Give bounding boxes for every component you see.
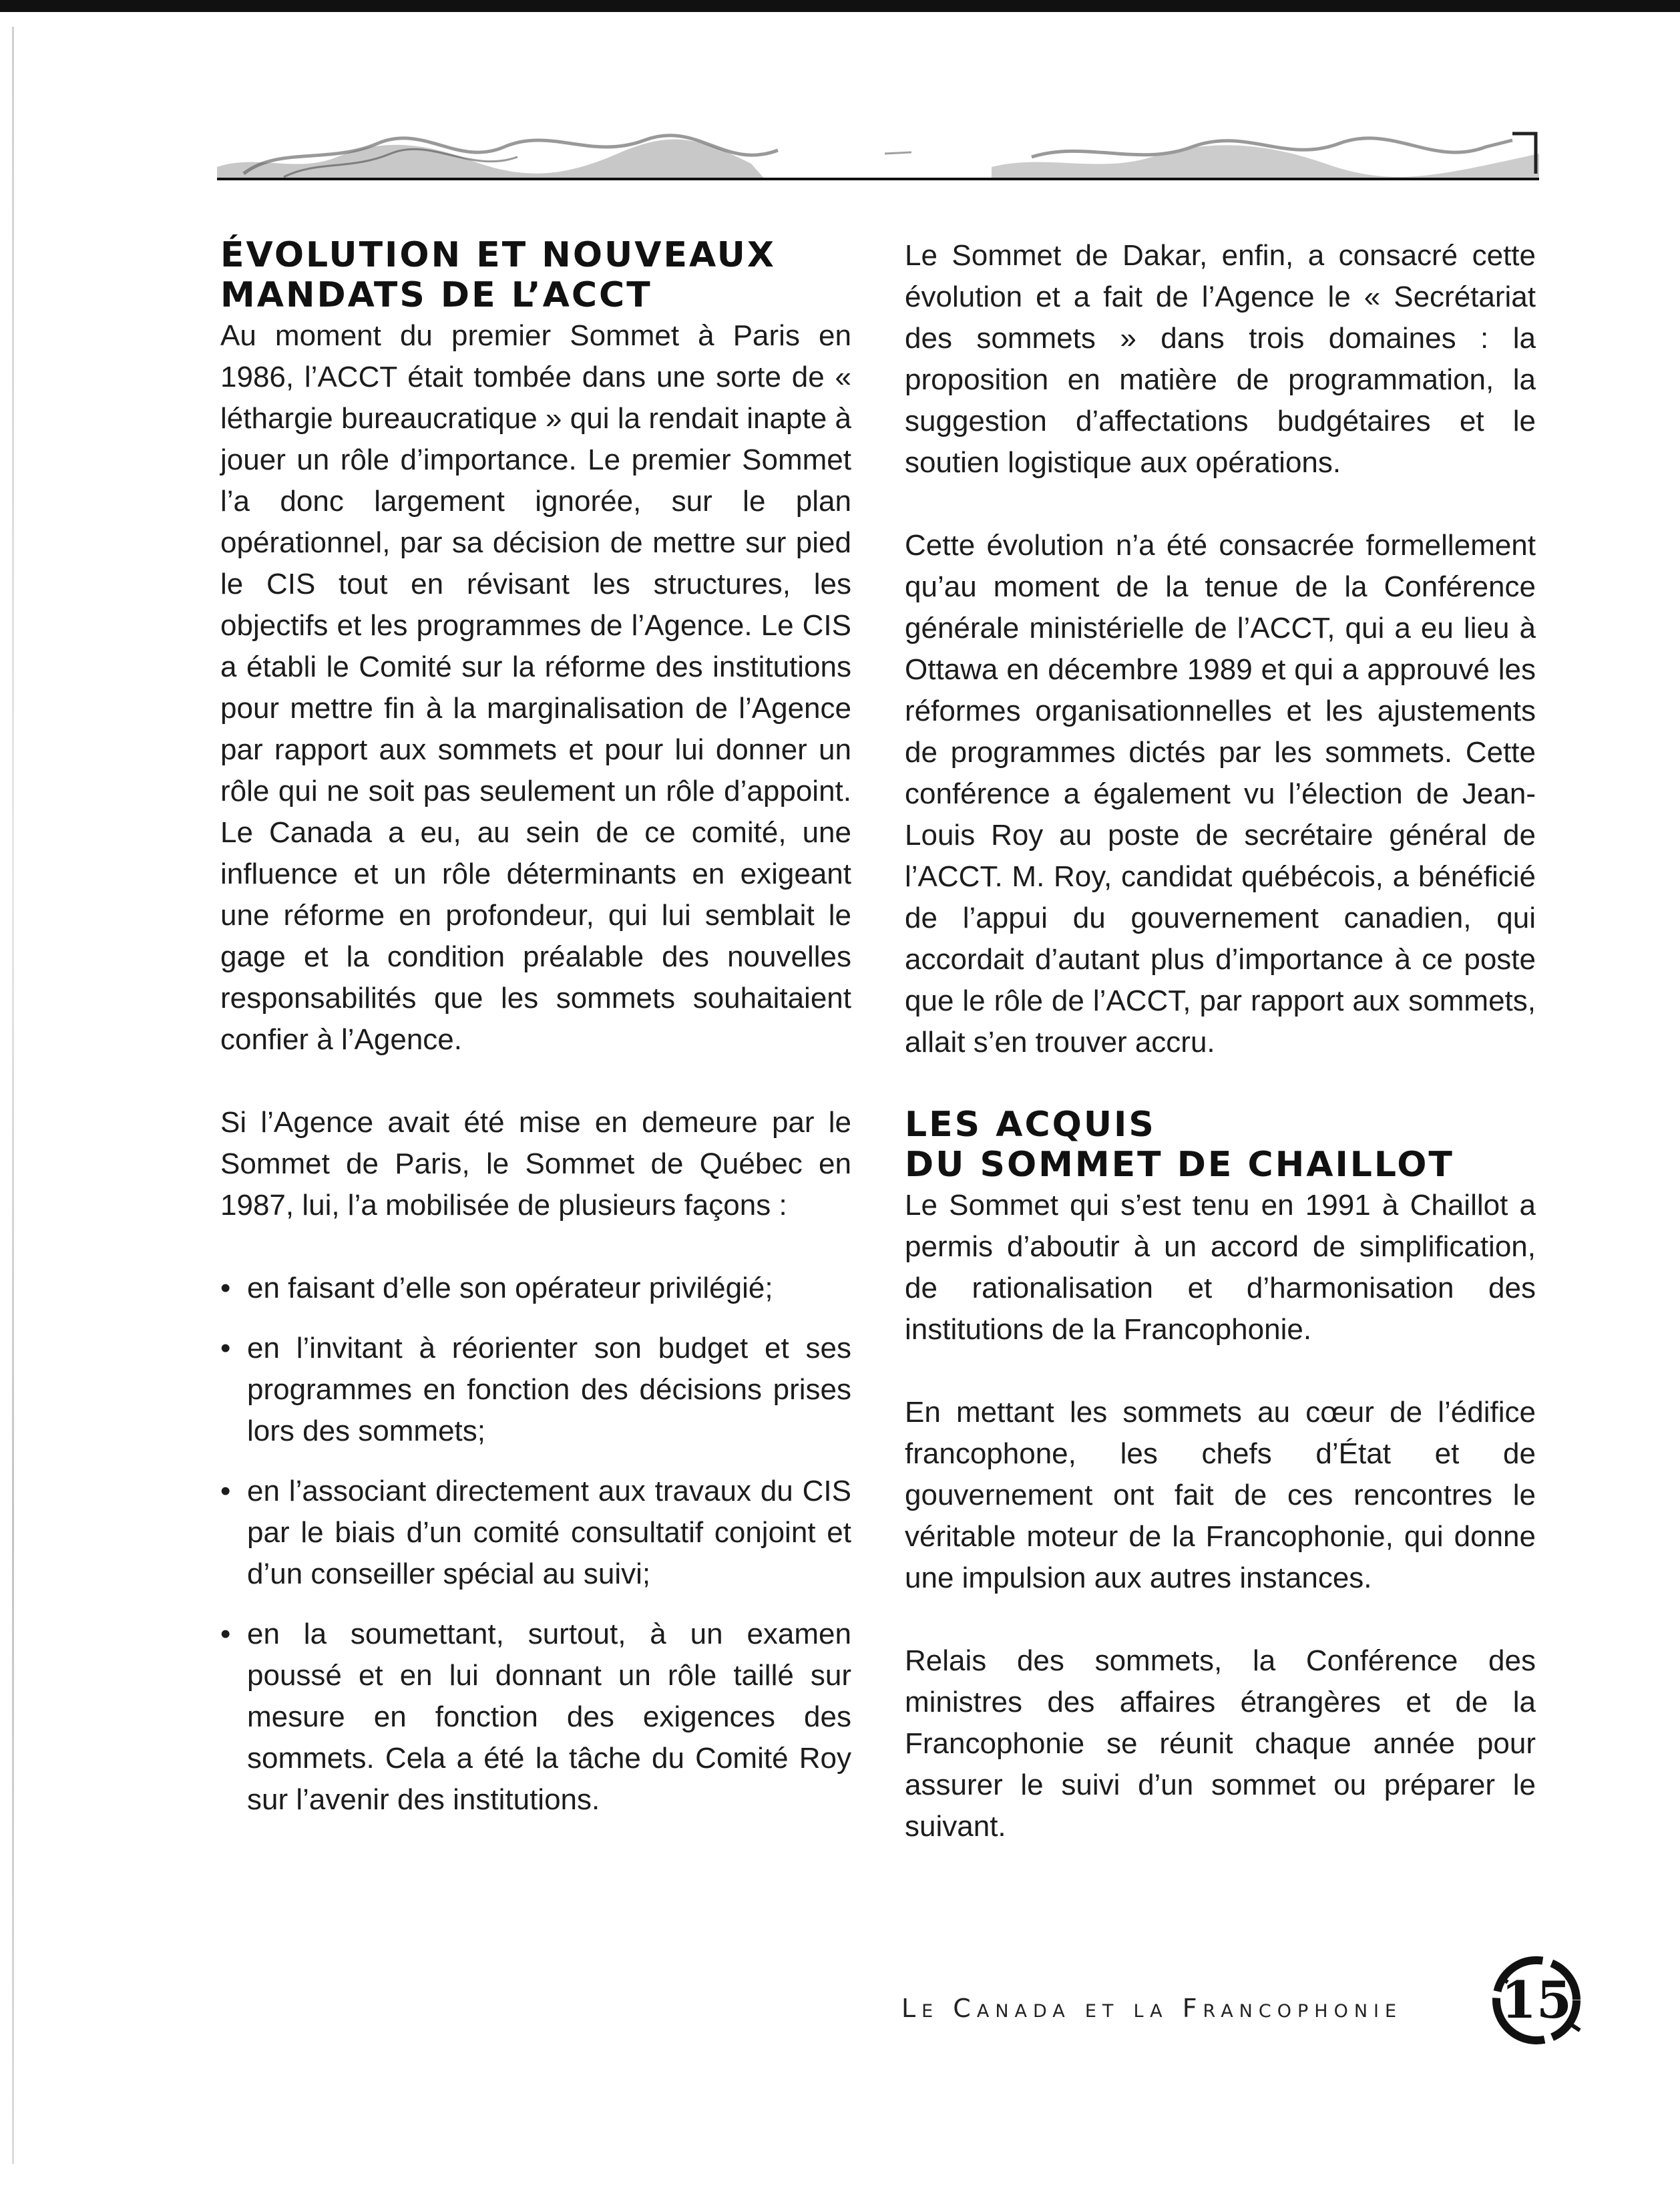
- heading-line: LES ACQUIS: [905, 1105, 1156, 1145]
- list-item-text: en faisant d’elle son opérateur privilégié;: [247, 1272, 773, 1304]
- body-paragraph: Au moment du premier Sommet à Paris en 1986, l’ACCT était tombée dans une sorte de « léthargie bureaucratique » qui la rendait inapte à jouer un rôle d’importance. Le premier Sommet l’a donc largement ignorée, sur le plan opérationnel, par sa décision de mettre sur pied le CIS tout en révisant les structures, les objectifs et les programmes de l’Agence. Le CIS a établi le Comité sur la réforme des institutions pour mettre fin à la marginalisation de l’Agence par rapport aux sommets et pour lui donner un rôle qui ne soit pas seulement un rôle d’appoint. Le Canada a eu, au sein de ce comité, une influence et un rôle déterminants en exigeant une réforme en profondeur, qui lui semblait le gage et la condition préalable des nouvelles responsabilités que les sommets souhaitaient confier à l’Agence.: [220, 319, 851, 1056]
- bullet-icon: •: [220, 1272, 231, 1304]
- list-item-text: en l’associant directement aux travaux du CIS par le biais d’un comité consultatif conjoint et d’un conseiller spécial au suivi;: [247, 1475, 851, 1590]
- scan-left-edge: [12, 27, 14, 2164]
- heading-line: MANDATS DE L’ACCT: [220, 275, 652, 315]
- page-number-badge: [1486, 1950, 1587, 2050]
- body-paragraph: Cette évolution n’a été consacrée formellement qu’au moment de la tenue de la Conférence générale ministérielle de l’ACCT, qui a eu lieu à Ottawa en décembre 1989 et qui a approuvé les réformes organisationnelles et les ajustements de programmes dictés par les sommets. Cette conférence a également vu l’élection de Jean-Louis Roy au poste de secrétaire général de l’ACCT. M. Roy, candidat québécois, a bénéficié de l’appui du gouvernement canadien, qui accordait d’autant plus d’importance à ce poste que le rôle de l’ACCT, par rapport aux sommets, allait s’en trouver accru.: [905, 529, 1536, 1059]
- section-heading-chaillot: [905, 1105, 1536, 1185]
- body-paragraph: Si l’Agence avait été mise en demeure par le Sommet de Paris, le Sommet de Québec en 1987, lui, l’a mobilisée de plusieurs façons :: [220, 1106, 851, 1222]
- body-paragraph: En mettant les sommets au cœur de l’édifice francophone, les chefs d’État et de gouvernement ont fait de ces rencontres le véritable moteur de la Francophonie, qui donne une impulsion aux autres instances.: [905, 1396, 1536, 1594]
- bullet-icon: •: [220, 1475, 231, 1507]
- list-item-text: en la soumettant, surtout, à un examen poussé et en lui donnant un rôle taillé sur mesure en fonction des exigences des sommets. Cela a été la tâche du Comité Roy sur l’avenir des institutions.: [247, 1618, 851, 1816]
- bullet-icon: •: [220, 1332, 231, 1364]
- page-number: 15: [1501, 1970, 1572, 2030]
- bullet-icon: •: [220, 1618, 231, 1650]
- heading-line: ÉVOLUTION ET NOUVEAUX: [220, 235, 776, 275]
- scan-top-edge: [0, 0, 1680, 12]
- body-paragraph: Le Sommet de Dakar, enfin, a consacré cette évolution et a fait de l’Agence le « Secrétariat des sommets » dans trois domaines : la proposition en matière de programmation, la suggestion d’affectations budgétaires et le soutien logistique aux opérations.: [905, 239, 1536, 479]
- list-item: [220, 1471, 851, 1595]
- running-title: Le Canada et la Francophonie: [901, 1994, 1403, 2023]
- footer-title: [901, 1994, 1402, 2023]
- list-item: [220, 1328, 851, 1452]
- list-item: [220, 1614, 851, 1821]
- bullet-list: [220, 1268, 851, 1821]
- left-column: [220, 235, 851, 1839]
- heading-line: DU SOMMET DE CHAILLOT: [905, 1145, 1454, 1185]
- list-item-text: en l’invitant à réorienter son budget et ses programmes en fonction des décisions prises lors des sommets;: [247, 1332, 851, 1447]
- section-heading-evolution: [220, 235, 851, 315]
- body-paragraph: Relais des sommets, la Conférence des ministres des affaires étrangères et de la Francophonie se réunit chaque année pour assurer le suivi d’un sommet ou préparer le suivant.: [905, 1644, 1536, 1843]
- body-paragraph: Le Sommet qui s’est tenu en 1991 à Chaillot a permis d’aboutir à un accord de simplification, de rationalisation et d’harmonisation des institutions de la Francophonie.: [905, 1189, 1536, 1346]
- list-item: [220, 1268, 851, 1309]
- header-decorative-band: [217, 127, 1539, 179]
- right-column: [905, 235, 1536, 1847]
- header-rule: [217, 178, 1539, 180]
